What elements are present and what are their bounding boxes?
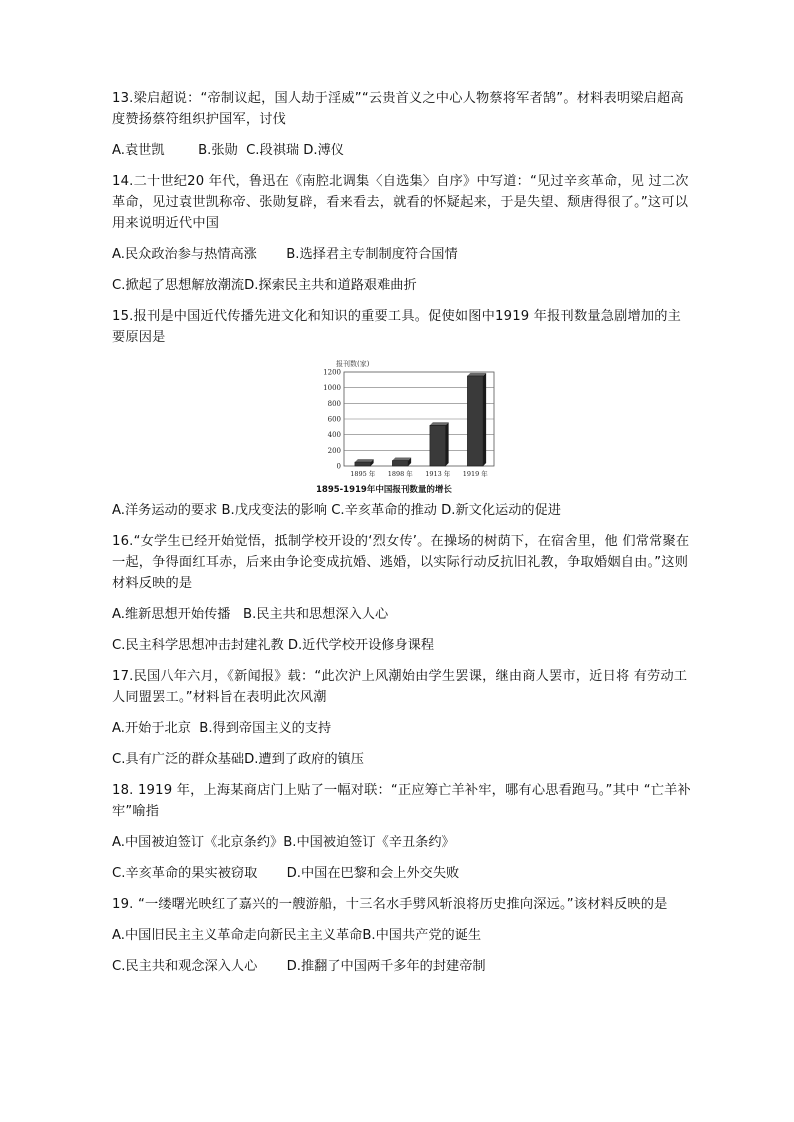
question-19-stem: 19. “一缕曙光映红了嘉兴的一艘游船，十三名水手劈风斩浪将历史推向深远。”该材料反映的是 [112, 897, 668, 912]
newspaper-count-chart [308, 354, 508, 494]
chart-x-tick-label: 1913 年 [425, 470, 451, 478]
chart-x-tick-label: 1895 年 [350, 470, 376, 478]
question-16-stem: 16.“女学生已经开始觉悟，抵制学校开设的‘烈女传’。在操场的树荫下，在宿舍里，他 们常常聚在一起，争得面红耳赤，后来由争论变成抗婚、逃婚，以实际行动反抗旧礼教，争取婚姻自由。”这则材料反映的是 [112, 534, 690, 591]
chart-y-tick-label: 800 [327, 399, 341, 408]
question-19-options-cd: C.民主共和观念深入人心 D.推翻了中国两千多年的封建帝制 [112, 959, 486, 974]
chart-x-ticks [350, 469, 488, 478]
chart-bar-top [355, 459, 374, 462]
question-17-options-ab: A.开始于北京 B.得到帝国主义的支持 [112, 721, 332, 736]
chart-svg [308, 354, 508, 494]
exam-page [112, 88, 692, 977]
question-19-options-ab: A.中国旧民主主义革命走向新民主主义革命B.中国共产党的诞生 [112, 928, 482, 943]
chart-bar-side [446, 422, 449, 466]
chart-x-tick-label: 1919 年 [462, 470, 488, 478]
chart-x-tick-label: 1898 年 [387, 470, 413, 478]
chart-y-tick-label: 600 [327, 415, 341, 424]
chart-y-tick-label: 200 [327, 446, 341, 455]
chart-bar-top [467, 373, 486, 376]
question-14-options-cd: C.掀起了思想解放潮流D.探索民主共和道路艰难曲折 [112, 278, 417, 293]
question-18-options-cd: C.辛亥革命的果实被窃取 D.中国在巴黎和会上外交失败 [112, 866, 460, 881]
question-18-stem: 18. 1919 年，上海某商店门上贴了一幅对联：“正应筹亡羊补牢，哪有心思看跑马。”其中 “亡羊补牢”喻指 [112, 783, 691, 819]
chart-y-tick-label: 1000 [323, 384, 341, 393]
chart-ylabel: 报刊数(家) [336, 360, 370, 368]
chart-bar [430, 425, 446, 466]
question-15-options: A.洋务运动的要求 B.戊戌变法的影响 C.辛亥革命的推动 D.新文化运动的促进 [112, 503, 561, 518]
question-17-options-cd: C.具有广泛的群众基础D.遭到了政府的镇压 [112, 752, 364, 767]
chart-bar [392, 461, 408, 466]
chart-y-tick-label: 1200 [323, 368, 341, 377]
question-17-stem: 17.民国八年六月，《新闻报》载：“此次沪上风潮始由学生罢课，继由商人罢市，近日将 有劳动工人同盟罢工。”材料旨在表明此次风潮 [112, 669, 688, 705]
question-13-options: A.袁世凯 B.张勋 C.段祺瑞 D.溥仪 [112, 143, 344, 158]
chart-bar [355, 462, 371, 466]
chart-y-tick-label: 0 [336, 462, 341, 471]
chart-bar-side [483, 373, 486, 466]
question-15-stem: 15.报刊是中国近代传播先进文化和知识的重要工具。促使如图中1919 年报刊数量急剧增加的主要原因是 [112, 309, 682, 345]
question-14-stem: 14.二十世纪20 年代，鲁迅在《南腔北调集〈自选集〉自序》中写道：“见过辛亥革命，见 过二次革命，见过袁世凯称帝、张勋复辟，看来看去，就看的怀疑起来，于是失望、颓唐得很了。”这可以用来说明近代中国 [112, 174, 689, 231]
chart-title: 1895-1919年中国报刊数量的增长 [316, 485, 452, 494]
chart-y-tick-label: 400 [327, 431, 341, 440]
chart-bar [467, 376, 483, 466]
question-18-options-ab: A.中国被迫签订《北京条约》B.中国被迫签订《辛丑条约》 [112, 835, 455, 850]
question-16-options-ab: A.维新思想开始传播 B.民主共和思想深入人心 [112, 607, 389, 622]
question-16-options-cd: C.民主科学思想冲击封建礼教 D.近代学校开设修身课程 [112, 638, 435, 653]
chart-y-ticks [323, 369, 341, 471]
question-13-stem: 13.梁启超说：“帝制议起，国人劫于淫威”“云贵首义之中心人物蔡将军者鹄”。材料表明梁启超高度赞扬蔡符组织护国军，讨伐 [112, 91, 684, 127]
chart-bar-top [430, 422, 449, 425]
chart-bars [355, 373, 486, 466]
question-14-options-ab: A.民众政治参与热情高涨 B.选择君主专制制度符合国情 [112, 247, 458, 262]
chart-bar-top [392, 458, 411, 461]
